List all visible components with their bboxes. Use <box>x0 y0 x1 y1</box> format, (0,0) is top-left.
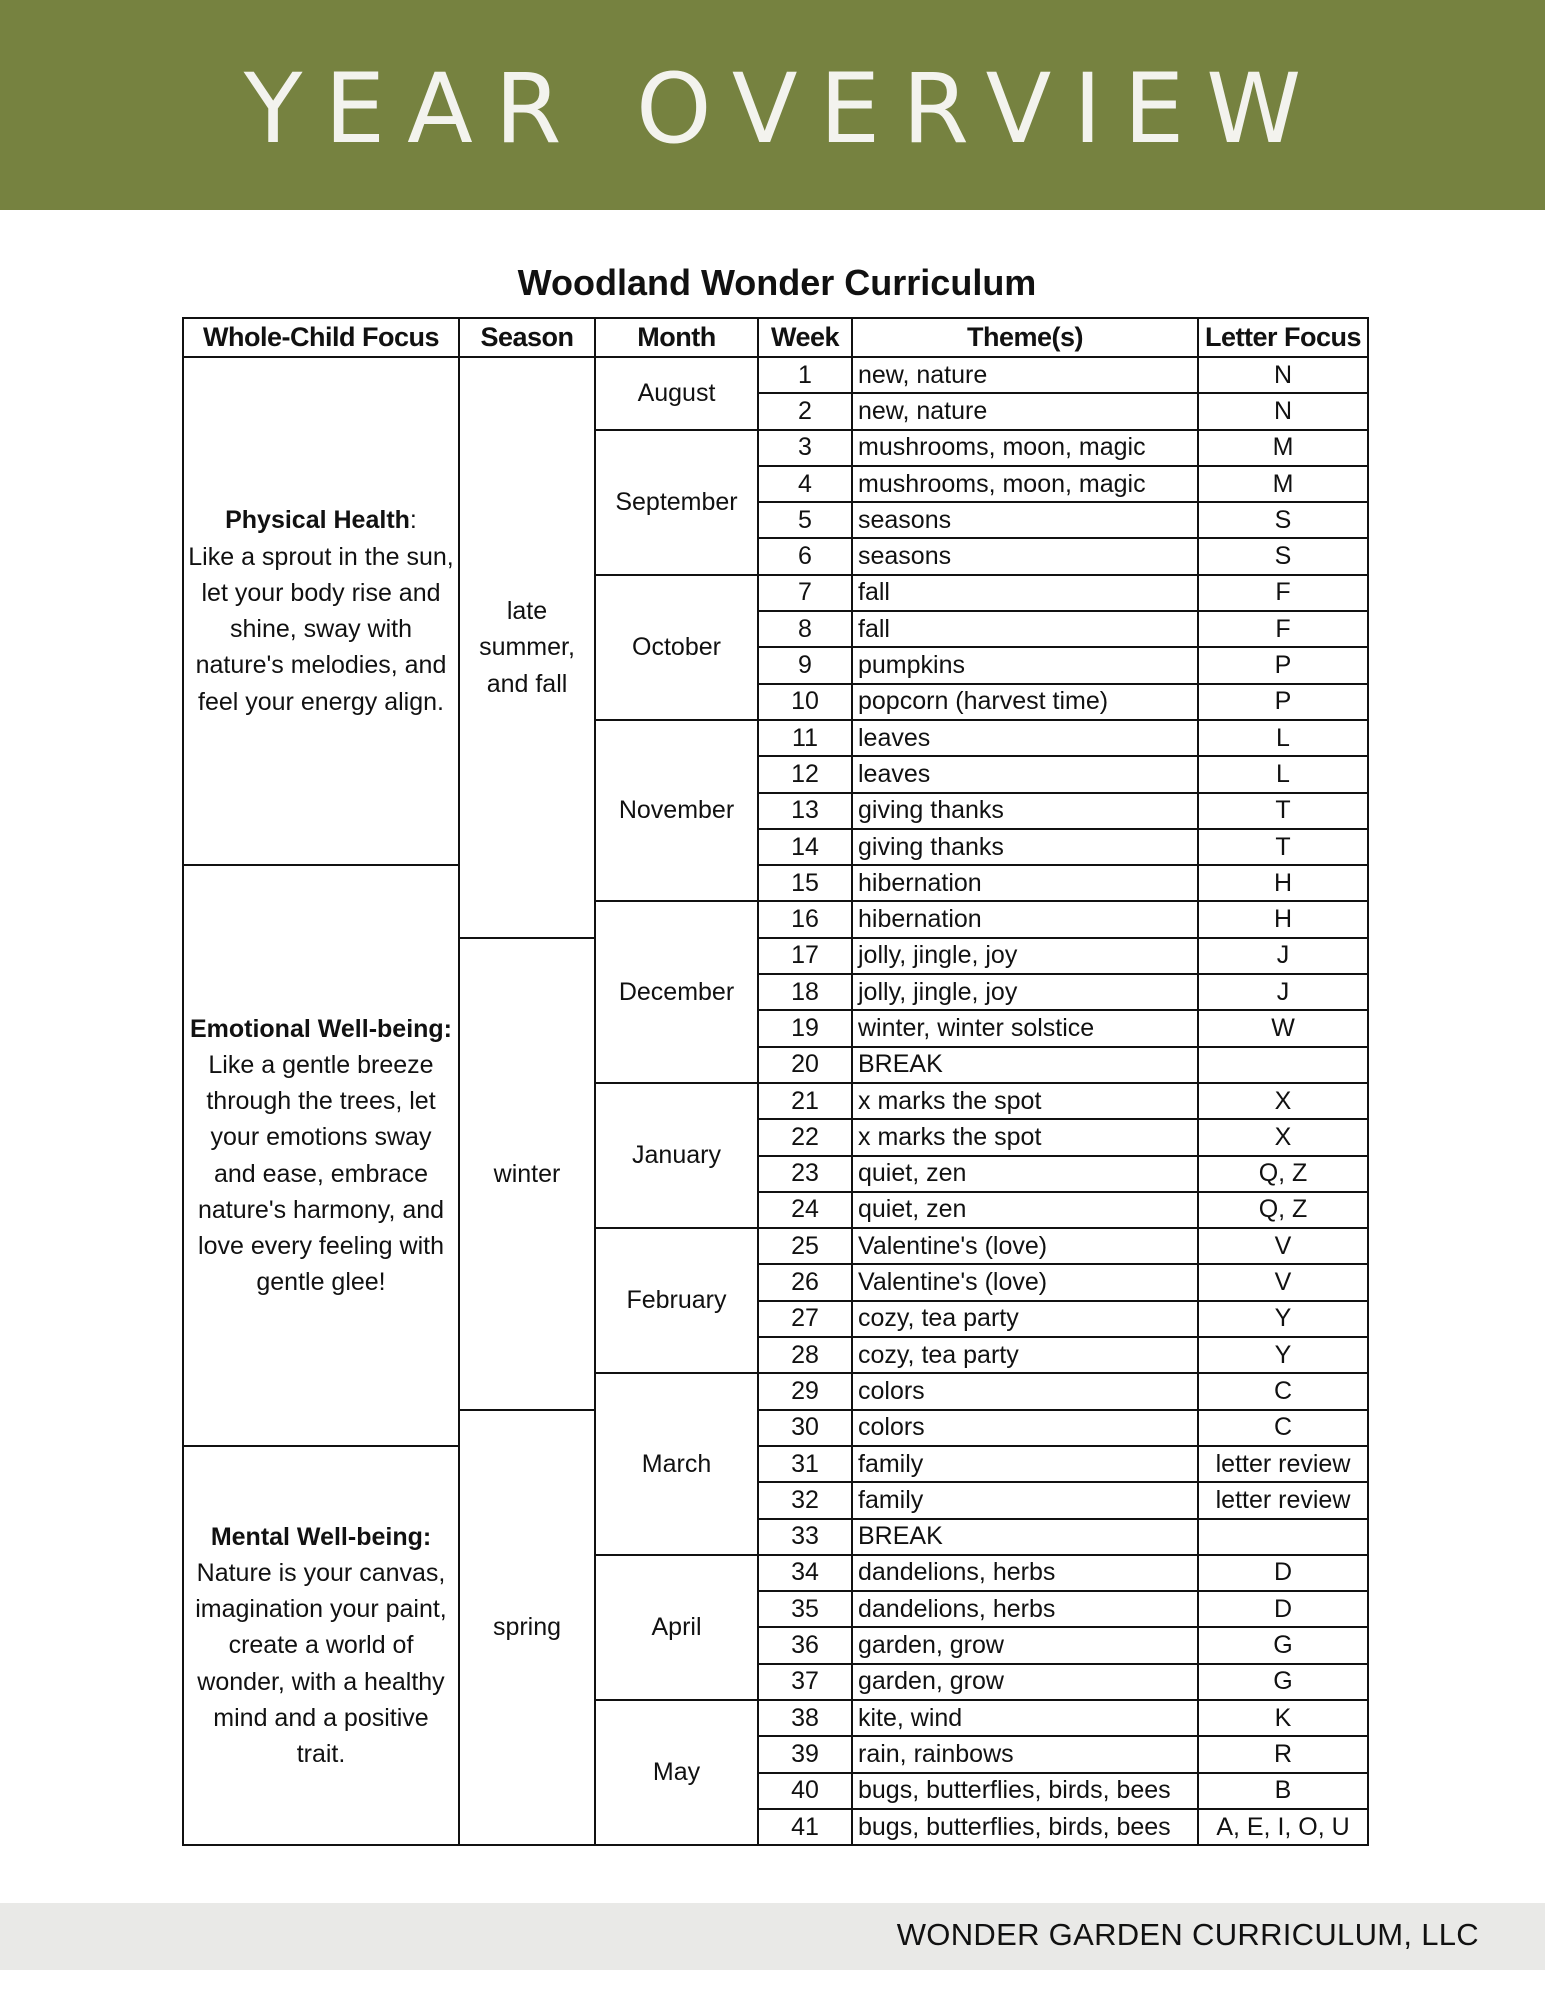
letter-focus-cell: W <box>1198 1010 1368 1046</box>
week-number: 5 <box>758 502 852 538</box>
header-whole-child-focus: Whole-Child Focus <box>183 318 459 357</box>
theme-cell: giving thanks <box>852 793 1198 829</box>
week-number: 20 <box>758 1047 852 1083</box>
letter-focus-cell: R <box>1198 1736 1368 1772</box>
week-number: 37 <box>758 1664 852 1700</box>
week-number: 1 <box>758 357 852 393</box>
focus-cell <box>183 865 459 1446</box>
theme-cell: x marks the spot <box>852 1119 1198 1155</box>
theme-cell: BREAK <box>852 1519 1198 1555</box>
week-number: 35 <box>758 1591 852 1627</box>
theme-cell: seasons <box>852 538 1198 574</box>
letter-focus-cell: J <box>1198 938 1368 974</box>
theme-cell: quiet, zen <box>852 1156 1198 1192</box>
theme-cell: Valentine's (love) <box>852 1264 1198 1300</box>
letter-focus-cell: L <box>1198 720 1368 756</box>
month-cell: May <box>595 1700 758 1845</box>
letter-focus-cell: S <box>1198 502 1368 538</box>
week-number: 18 <box>758 974 852 1010</box>
letter-focus-cell: Y <box>1198 1301 1368 1337</box>
letter-focus-cell: C <box>1198 1373 1368 1409</box>
week-number: 34 <box>758 1555 852 1591</box>
week-number: 41 <box>758 1809 852 1845</box>
week-number: 17 <box>758 938 852 974</box>
letter-focus-cell: N <box>1198 393 1368 429</box>
month-cell: January <box>595 1083 758 1228</box>
theme-cell: family <box>852 1446 1198 1482</box>
week-number: 25 <box>758 1228 852 1264</box>
week-number: 23 <box>758 1156 852 1192</box>
focus-title-suffix: : <box>409 506 417 535</box>
focus-cell <box>183 357 459 865</box>
letter-focus-cell: F <box>1198 611 1368 647</box>
month-cell: September <box>595 430 758 575</box>
theme-cell: colors <box>852 1373 1198 1409</box>
week-number: 32 <box>758 1482 852 1518</box>
theme-cell: popcorn (harvest time) <box>852 684 1198 720</box>
letter-focus-cell: X <box>1198 1119 1368 1155</box>
header-week: Week <box>758 318 852 357</box>
focus-description: Nature is your canvas, imagination your paint, create a world of wonder, with a healthy mind and a positive trait. <box>195 1558 447 1769</box>
letter-focus-cell: G <box>1198 1627 1368 1663</box>
week-number: 3 <box>758 430 852 466</box>
theme-cell: garden, grow <box>852 1664 1198 1700</box>
theme-cell: cozy, tea party <box>852 1337 1198 1373</box>
week-number: 38 <box>758 1700 852 1736</box>
focus-title: Emotional Well-being: <box>189 1014 453 1043</box>
letter-focus-cell: V <box>1198 1228 1368 1264</box>
week-number: 16 <box>758 901 852 937</box>
curriculum-table <box>182 317 1369 1846</box>
theme-cell: bugs, butterflies, birds, bees <box>852 1809 1198 1845</box>
season-cell: spring <box>459 1410 595 1846</box>
theme-cell: bugs, butterflies, birds, bees <box>852 1773 1198 1809</box>
week-number: 19 <box>758 1010 852 1046</box>
week-number: 6 <box>758 538 852 574</box>
table-row <box>183 1446 1368 1482</box>
table-body <box>183 357 1368 1845</box>
theme-cell: dandelions, herbs <box>852 1591 1198 1627</box>
theme-cell: jolly, jingle, joy <box>852 974 1198 1010</box>
week-number: 10 <box>758 684 852 720</box>
letter-focus-cell: D <box>1198 1555 1368 1591</box>
theme-cell: leaves <box>852 756 1198 792</box>
theme-cell: pumpkins <box>852 647 1198 683</box>
theme-cell: fall <box>852 575 1198 611</box>
week-number: 28 <box>758 1337 852 1373</box>
letter-focus-cell: M <box>1198 466 1368 502</box>
table-row <box>183 357 1368 393</box>
letter-focus-cell: Q, Z <box>1198 1156 1368 1192</box>
week-number: 2 <box>758 393 852 429</box>
week-number: 12 <box>758 756 852 792</box>
letter-focus-cell: Y <box>1198 1337 1368 1373</box>
theme-cell: new, nature <box>852 357 1198 393</box>
letter-focus-cell: N <box>1198 357 1368 393</box>
focus-title: Physical Health <box>225 506 410 535</box>
week-number: 39 <box>758 1736 852 1772</box>
month-cell: February <box>595 1228 758 1373</box>
header-season: Season <box>459 318 595 357</box>
letter-focus-cell: P <box>1198 647 1368 683</box>
letter-focus-cell: B <box>1198 1773 1368 1809</box>
footer-bar <box>0 1903 1545 1970</box>
theme-cell: rain, rainbows <box>852 1736 1198 1772</box>
month-cell: December <box>595 901 758 1082</box>
letter-focus-cell: C <box>1198 1410 1368 1446</box>
week-number: 14 <box>758 829 852 865</box>
theme-cell: fall <box>852 611 1198 647</box>
document-title: Woodland Wonder Curriculum <box>517 262 1037 303</box>
theme-cell: hibernation <box>852 865 1198 901</box>
week-number: 36 <box>758 1627 852 1663</box>
theme-cell: winter, winter solstice <box>852 1010 1198 1046</box>
letter-focus-cell: L <box>1198 756 1368 792</box>
week-number: 8 <box>758 611 852 647</box>
header-themes: Theme(s) <box>852 318 1198 357</box>
theme-cell: hibernation <box>852 901 1198 937</box>
theme-cell: cozy, tea party <box>852 1301 1198 1337</box>
header-banner <box>0 0 1545 210</box>
week-number: 22 <box>758 1119 852 1155</box>
letter-focus-cell: S <box>1198 538 1368 574</box>
week-number: 27 <box>758 1301 852 1337</box>
month-cell: April <box>595 1555 758 1700</box>
season-cell: late summer, and fall <box>459 357 595 938</box>
focus-title: Mental Well-being: <box>210 1522 432 1551</box>
letter-focus-cell: T <box>1198 793 1368 829</box>
theme-cell: colors <box>852 1410 1198 1446</box>
letter-focus-cell: V <box>1198 1264 1368 1300</box>
header-month: Month <box>595 318 758 357</box>
focus-description: Like a sprout in the sun, let your body rise and shine, sway with nature's melodies, and feel your energy align. <box>188 542 454 716</box>
footer-company-name: WONDER GARDEN CURRICULUM, LLC <box>896 1917 1479 1952</box>
letter-focus-cell <box>1198 1047 1368 1083</box>
letter-focus-cell: letter review <box>1198 1482 1368 1518</box>
letter-focus-cell: A, E, I, O, U <box>1198 1809 1368 1845</box>
letter-focus-cell <box>1198 1519 1368 1555</box>
theme-cell: garden, grow <box>852 1627 1198 1663</box>
theme-cell: kite, wind <box>852 1700 1198 1736</box>
page-title: YEAR OVERVIEW <box>243 53 1324 165</box>
week-number: 29 <box>758 1373 852 1409</box>
letter-focus-cell: J <box>1198 974 1368 1010</box>
theme-cell: giving thanks <box>852 829 1198 865</box>
focus-cell <box>183 1446 459 1845</box>
theme-cell: x marks the spot <box>852 1083 1198 1119</box>
table-header-row <box>183 318 1368 357</box>
theme-cell: seasons <box>852 502 1198 538</box>
month-cell: November <box>595 720 758 901</box>
theme-cell: family <box>852 1482 1198 1518</box>
month-cell: October <box>595 575 758 720</box>
theme-cell: Valentine's (love) <box>852 1228 1198 1264</box>
week-number: 13 <box>758 793 852 829</box>
letter-focus-cell: H <box>1198 865 1368 901</box>
letter-focus-cell: M <box>1198 430 1368 466</box>
theme-cell: mushrooms, moon, magic <box>852 466 1198 502</box>
theme-cell: jolly, jingle, joy <box>852 938 1198 974</box>
week-number: 4 <box>758 466 852 502</box>
week-number: 40 <box>758 1773 852 1809</box>
month-cell: August <box>595 357 758 430</box>
letter-focus-cell: H <box>1198 901 1368 937</box>
theme-cell: new, nature <box>852 393 1198 429</box>
theme-cell: BREAK <box>852 1047 1198 1083</box>
week-number: 30 <box>758 1410 852 1446</box>
month-cell: March <box>595 1373 758 1554</box>
letter-focus-cell: G <box>1198 1664 1368 1700</box>
theme-cell: leaves <box>852 720 1198 756</box>
week-number: 9 <box>758 647 852 683</box>
letter-focus-cell: D <box>1198 1591 1368 1627</box>
theme-cell: mushrooms, moon, magic <box>852 430 1198 466</box>
table-row <box>183 865 1368 901</box>
theme-cell: quiet, zen <box>852 1192 1198 1228</box>
week-number: 33 <box>758 1519 852 1555</box>
theme-cell: dandelions, herbs <box>852 1555 1198 1591</box>
week-number: 7 <box>758 575 852 611</box>
focus-description: Like a gentle breeze through the trees, let your emotions sway and ease, embrace nature's harmony, and love every feeling with gentle glee! <box>197 1050 445 1297</box>
week-number: 15 <box>758 865 852 901</box>
letter-focus-cell: K <box>1198 1700 1368 1736</box>
week-number: 21 <box>758 1083 852 1119</box>
letter-focus-cell: T <box>1198 829 1368 865</box>
letter-focus-cell: Q, Z <box>1198 1192 1368 1228</box>
letter-focus-cell: P <box>1198 684 1368 720</box>
season-cell: winter <box>459 938 595 1410</box>
letter-focus-cell: F <box>1198 575 1368 611</box>
header-letter-focus: Letter Focus <box>1198 318 1368 357</box>
week-number: 24 <box>758 1192 852 1228</box>
letter-focus-cell: letter review <box>1198 1446 1368 1482</box>
week-number: 11 <box>758 720 852 756</box>
week-number: 31 <box>758 1446 852 1482</box>
week-number: 26 <box>758 1264 852 1300</box>
letter-focus-cell: X <box>1198 1083 1368 1119</box>
